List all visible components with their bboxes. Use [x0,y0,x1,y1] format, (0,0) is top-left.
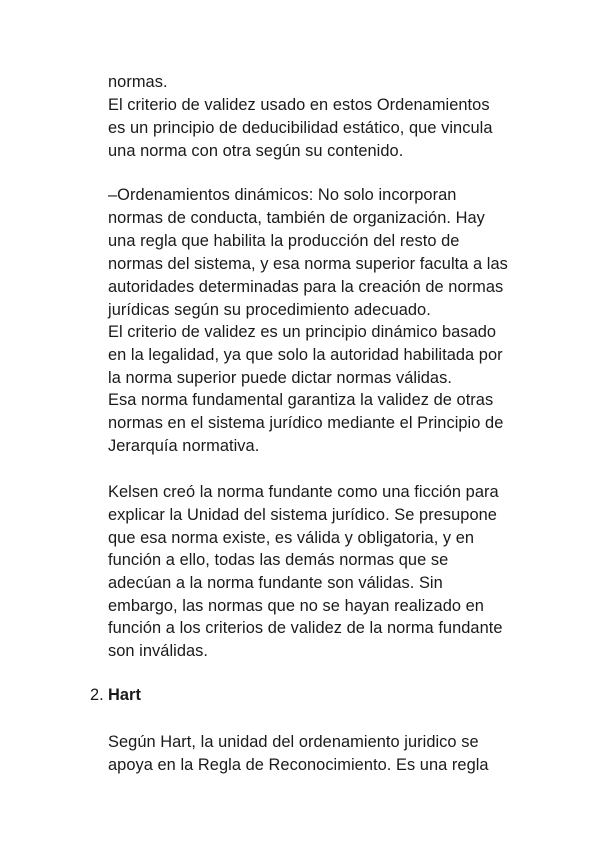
text-line: que esa norma existe, es válida y obligatoria, y en [108,529,475,547]
text-line: adecúan a la norma fundante son válidas. Sin [108,574,443,592]
text-line: normas del sistema, y esa norma superior faculta a las [108,255,508,273]
text-line: Kelsen creó la norma fundante como una ficción para [108,483,499,501]
text-line: una norma con otra según su contenido. [108,142,404,160]
text-line: apoya en la Regla de Reconocimiento. Es una regla [108,756,489,774]
text-line: son inválidas. [108,642,209,660]
text-line: El criterio de validez usado en estos Ordenamientos [108,96,490,114]
text-line: Según Hart, la unidad del ordenamiento juridico se [108,733,479,751]
text-line: es un principio de deducibilidad estático, que vincula [108,119,493,137]
text-line: normas de conducta, también de organización. Hay [108,209,485,227]
section-heading: Hart [108,686,141,704]
text-line: jurídicas según su procedimiento adecuado. [108,301,431,319]
text-line: en la legalidad, ya que solo la autoridad habilitada por [108,346,503,364]
text-line: función a los criterios de validez de la norma fundante [108,619,503,637]
text-line: El criterio de validez es un principio dinámico basado [108,323,497,341]
text-line: –Ordenamientos dinámicos: No solo incorporan [108,186,457,204]
section-number: 2. [90,686,104,704]
text-line: Jerarquía normativa. [108,437,260,455]
text-line: normas en el sistema jurídico mediante el Principio de [108,414,504,432]
text-line: la norma superior puede dictar normas válidas. [108,369,452,387]
text-line: normas. [108,73,168,91]
text-line: función a ello, todas las demás normas que se [108,551,449,569]
text-line: una regla que habilita la producción del resto de [108,232,460,250]
text-line: explicar la Unidad del sistema jurídico. Se presupone [108,506,497,524]
text-line: Esa norma fundamental garantiza la validez de otras [108,391,494,409]
text-line: autoridades determinadas para la creación de normas [108,278,504,296]
text-line: embargo, las normas que no se hayan realizado en [108,597,484,615]
